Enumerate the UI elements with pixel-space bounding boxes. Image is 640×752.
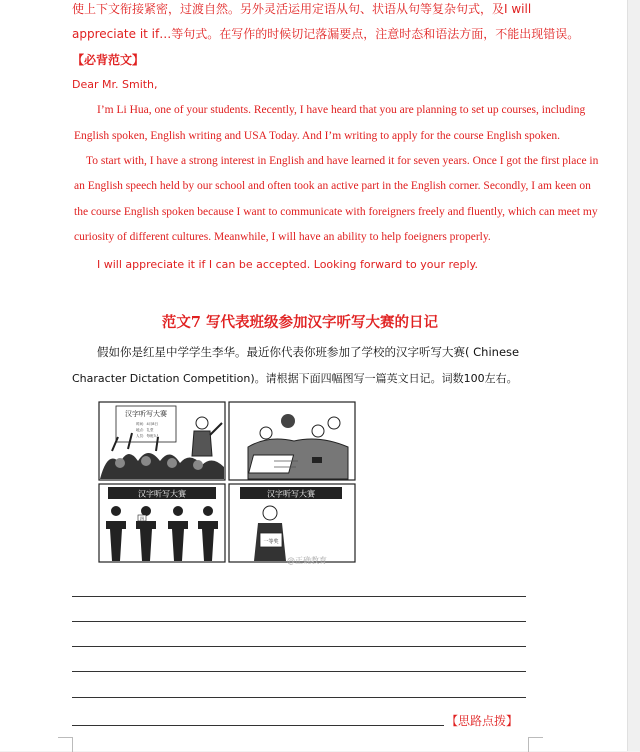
panel1-sign-text: 汉字听写大赛 xyxy=(125,410,167,418)
writing-line xyxy=(72,596,526,597)
panel3-sign-text: 汉字听写大赛 xyxy=(138,489,186,499)
panel-announcement xyxy=(99,402,225,480)
watermark: @正确教育 xyxy=(287,556,327,565)
panel1-small-text: 时间：4月8日 xyxy=(136,422,158,426)
section-title: 范文7 写代表班级参加汉字听写大赛的日记 xyxy=(161,314,439,331)
vertical-scrollbar[interactable] xyxy=(627,0,640,751)
panel-award xyxy=(229,484,355,562)
letter-line: I’m Li Hua, one of your students. Recently, I have heard that you are planning to set up courses, including xyxy=(97,104,586,116)
hint-label: 【思路点拨】 xyxy=(446,714,519,728)
panel4-sign-text: 汉字听写大赛 xyxy=(267,489,315,499)
intro-line-1: 使上下文衔接紧密，过渡自然。另外灵活运用定语从句、状语从句等复杂句式，及I will xyxy=(72,2,532,16)
prompt-line-2: Character Dictation Competition)。请根据下面四幅图写一篇英文日记。词数100左右。 xyxy=(72,372,518,385)
letter-line: the course English spoken because I want to communicate with foreigners freely and fluently, which can meet my xyxy=(74,206,598,218)
letter-line: English spoken, English writing and USA Today. And I’m writing to apply for the course English spoken. xyxy=(74,130,560,142)
letter-line: To start with, I have a strong interest in English and have learned it for seven years. Once I got the first place in xyxy=(86,155,599,167)
comic-illustration xyxy=(98,401,356,563)
panel-practice xyxy=(229,402,355,480)
writing-line xyxy=(72,697,526,698)
page-corner-mark xyxy=(528,737,543,752)
prompt-line-1: 假如你是红星中学学生李华。最近你代表你班参加了学校的汉字听写大赛( Chinese xyxy=(97,345,520,359)
writing-line xyxy=(72,671,526,672)
letter-line: curiosity of different cultures. Meanwhile, I will have an ability to help foeigners properly. xyxy=(74,231,491,243)
letter-line: an English speech held by our school and often took an active part in the English corner. Secondly, I am keen on xyxy=(74,180,591,192)
letter-closing: I will appreciate it if I can be accepted. Looking forward to your reply. xyxy=(97,258,478,271)
model-essay-heading: 【必背范文】 xyxy=(72,53,145,67)
panel3-badge-text: 四 xyxy=(140,516,144,521)
panel4-badge-text: 一等奖 xyxy=(263,539,279,545)
letter-greeting: Dear Mr. Smith, xyxy=(72,78,158,91)
panel-competition xyxy=(99,484,225,562)
intro-line-2: appreciate it if…等句式。在写作的时候切记落漏要点，注意时态和语法方面，不能出现错误。 xyxy=(72,27,580,41)
writing-line xyxy=(72,621,526,622)
panel1-small-text: 人员：每班3人 xyxy=(136,434,160,438)
writing-line xyxy=(72,646,526,647)
page-corner-mark xyxy=(58,737,73,752)
writing-line xyxy=(72,725,444,726)
panel1-small-text: 地点：礼堂 xyxy=(136,428,154,432)
